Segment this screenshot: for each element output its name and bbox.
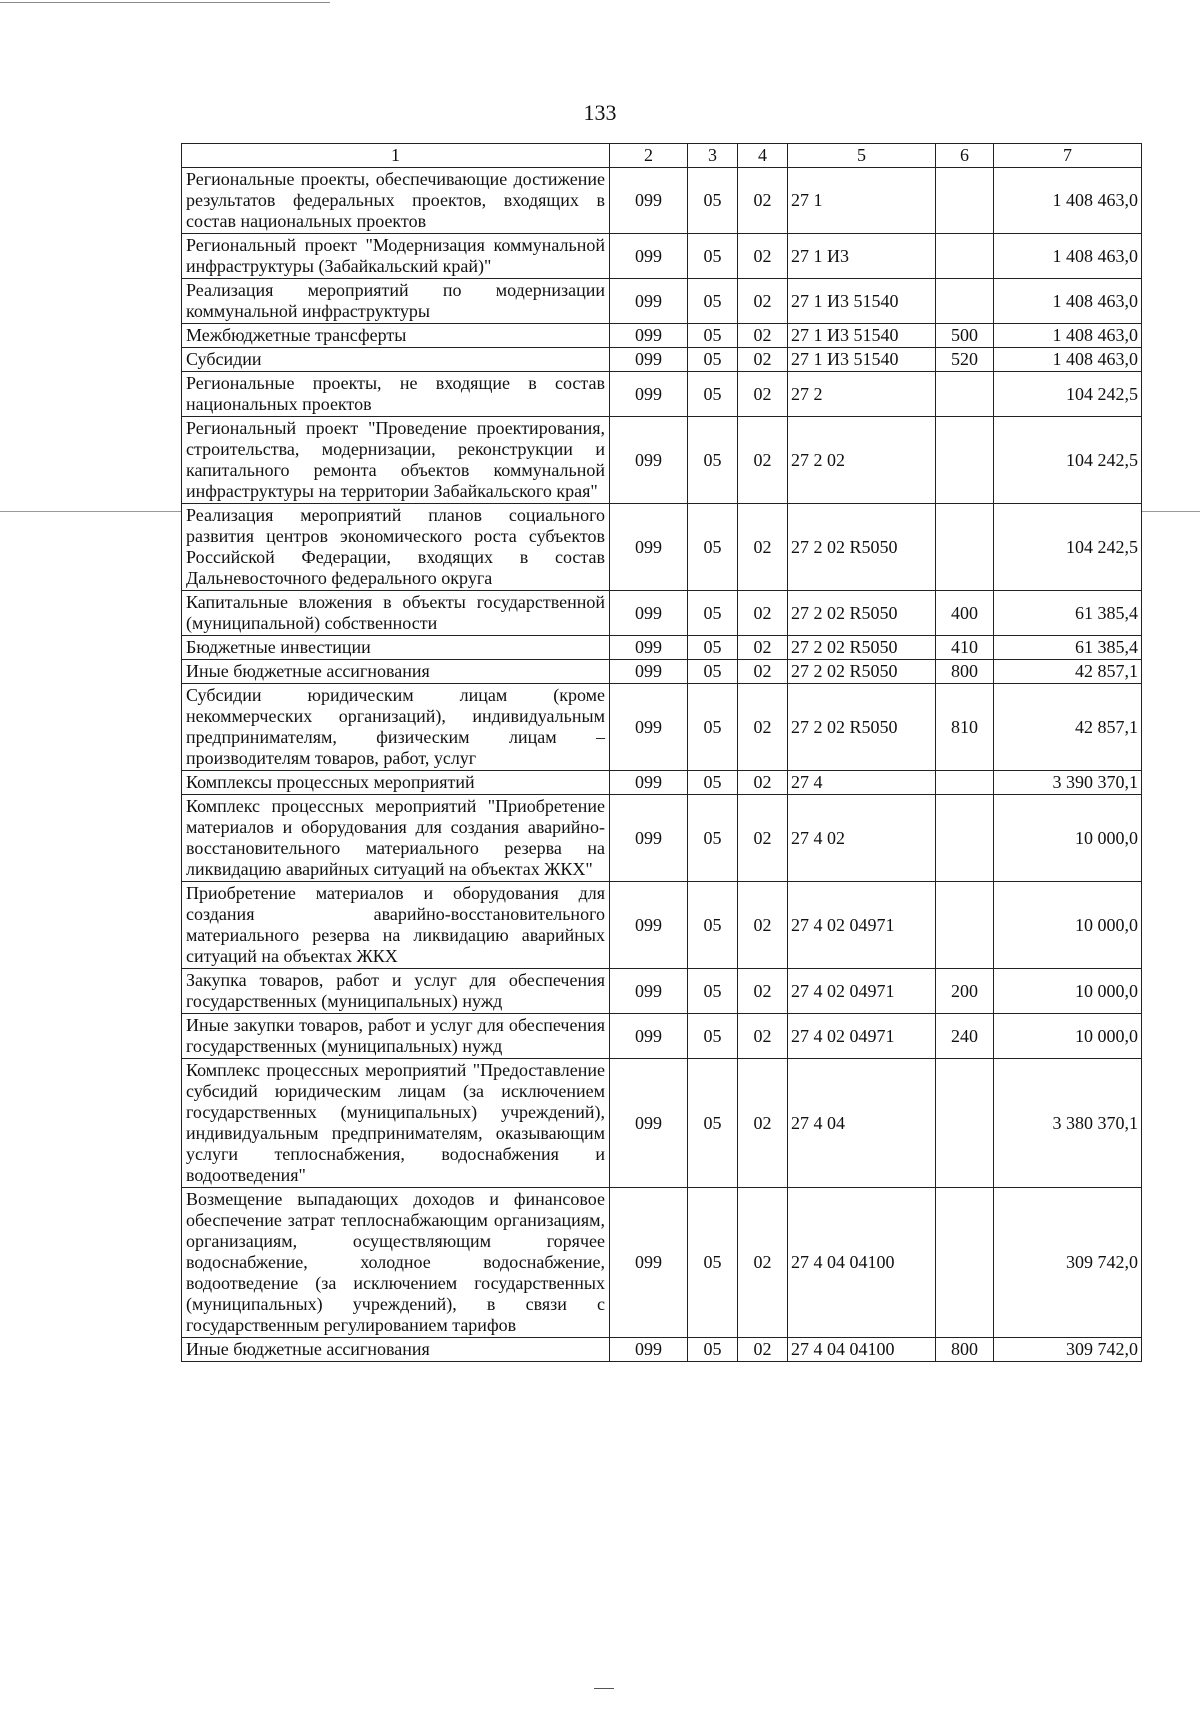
column-header-amount: 7 xyxy=(994,144,1142,168)
row-gr: 099 xyxy=(610,684,688,771)
row-csr: 27 1 И3 51540 xyxy=(788,324,936,348)
row-amount: 61 385,4 xyxy=(994,636,1142,660)
row-rz: 05 xyxy=(688,1188,738,1338)
row-vr xyxy=(936,417,994,504)
scan-bottom-mark xyxy=(594,1688,614,1689)
row-rz: 05 xyxy=(688,591,738,636)
row-name: Иные бюджетные ассигнования xyxy=(182,1338,610,1362)
row-name: Реализация мероприятий по модернизации коммунальной инфраструктуры xyxy=(182,279,610,324)
row-pr: 02 xyxy=(738,417,788,504)
row-csr: 27 4 04 xyxy=(788,1059,936,1188)
row-gr: 099 xyxy=(610,660,688,684)
row-csr: 27 2 02 R5050 xyxy=(788,636,936,660)
row-pr: 02 xyxy=(738,279,788,324)
table-row xyxy=(182,771,1142,795)
row-gr: 099 xyxy=(610,1059,688,1188)
row-pr: 02 xyxy=(738,324,788,348)
row-csr: 27 1 И3 xyxy=(788,234,936,279)
row-rz: 05 xyxy=(688,882,738,969)
table-row xyxy=(182,1014,1142,1059)
row-gr: 099 xyxy=(610,591,688,636)
table-row xyxy=(182,1059,1142,1188)
row-csr: 27 4 02 xyxy=(788,795,936,882)
row-amount: 309 742,0 xyxy=(994,1188,1142,1338)
row-rz: 05 xyxy=(688,234,738,279)
row-name: Иные бюджетные ассигнования xyxy=(182,660,610,684)
column-header-gr: 2 xyxy=(610,144,688,168)
row-name: Межбюджетные трансферты xyxy=(182,324,610,348)
row-amount: 42 857,1 xyxy=(994,684,1142,771)
row-vr xyxy=(936,168,994,234)
table-row xyxy=(182,684,1142,771)
row-amount: 104 242,5 xyxy=(994,417,1142,504)
row-vr xyxy=(936,1059,994,1188)
row-pr: 02 xyxy=(738,660,788,684)
row-csr: 27 4 02 04971 xyxy=(788,1014,936,1059)
row-gr: 099 xyxy=(610,417,688,504)
row-amount: 1 408 463,0 xyxy=(994,324,1142,348)
scan-left-fold-line xyxy=(0,511,181,512)
row-rz: 05 xyxy=(688,795,738,882)
row-gr: 099 xyxy=(610,795,688,882)
row-rz: 05 xyxy=(688,168,738,234)
row-rz: 05 xyxy=(688,372,738,417)
row-amount: 3 380 370,1 xyxy=(994,1059,1142,1188)
row-name: Приобретение материалов и оборудования для создания аварийно-восстановительного материального резерва на ликвидацию аварийных ситуаций на объектах ЖКХ xyxy=(182,882,610,969)
table-row xyxy=(182,324,1142,348)
row-csr: 27 2 02 R5050 xyxy=(788,504,936,591)
row-csr: 27 1 И3 51540 xyxy=(788,348,936,372)
row-pr: 02 xyxy=(738,372,788,417)
budget-allocation-table xyxy=(181,143,1142,1362)
table-row xyxy=(182,591,1142,636)
row-pr: 02 xyxy=(738,882,788,969)
table-row xyxy=(182,636,1142,660)
table-row xyxy=(182,660,1142,684)
row-vr xyxy=(936,882,994,969)
row-rz: 05 xyxy=(688,969,738,1014)
row-gr: 099 xyxy=(610,324,688,348)
row-vr: 800 xyxy=(936,1338,994,1362)
row-vr xyxy=(936,1188,994,1338)
row-vr xyxy=(936,279,994,324)
row-vr: 520 xyxy=(936,348,994,372)
row-gr: 099 xyxy=(610,771,688,795)
row-rz: 05 xyxy=(688,504,738,591)
row-name: Региональный проект "Модернизация коммунальной инфраструктуры (Забайкальский край)" xyxy=(182,234,610,279)
row-amount: 104 242,5 xyxy=(994,504,1142,591)
row-rz: 05 xyxy=(688,1059,738,1188)
row-rz: 05 xyxy=(688,1014,738,1059)
row-rz: 05 xyxy=(688,324,738,348)
row-rz: 05 xyxy=(688,660,738,684)
row-pr: 02 xyxy=(738,969,788,1014)
row-pr: 02 xyxy=(738,1338,788,1362)
row-csr: 27 1 xyxy=(788,168,936,234)
row-amount: 10 000,0 xyxy=(994,1014,1142,1059)
row-csr: 27 2 02 xyxy=(788,417,936,504)
row-csr: 27 4 02 04971 xyxy=(788,882,936,969)
row-csr: 27 2 02 R5050 xyxy=(788,591,936,636)
row-name: Комплекс процессных мероприятий "Предоставление субсидий юридическим лицам (за исключением государственных (муниципальных) учреждений), индивидуальным предпринимателям, оказывающим услуги теплоснабжения, водоснабжения и водоотведения" xyxy=(182,1059,610,1188)
row-name: Субсидии юридическим лицам (кроме некоммерческих организаций), индивидуальным предпринимателям, физическим лицам – производителям товаров, работ, услуг xyxy=(182,684,610,771)
row-pr: 02 xyxy=(738,771,788,795)
row-vr: 240 xyxy=(936,1014,994,1059)
row-csr: 27 4 xyxy=(788,771,936,795)
row-name: Региональный проект "Проведение проектирования, строительства, модернизации, реконструкции и капитального ремонта объектов коммунальной инфраструктуры на территории Забайкальского края" xyxy=(182,417,610,504)
row-name: Иные закупки товаров, работ и услуг для обеспечения государственных (муниципальных) нужд xyxy=(182,1014,610,1059)
row-vr: 500 xyxy=(936,324,994,348)
row-pr: 02 xyxy=(738,1059,788,1188)
row-name: Реализация мероприятий планов социального развития центров экономического роста субъектов Российской Федерации, входящих в состав Дальневосточного федерального округа xyxy=(182,504,610,591)
column-header-name: 1 xyxy=(182,144,610,168)
row-csr: 27 2 xyxy=(788,372,936,417)
row-vr xyxy=(936,771,994,795)
table-row xyxy=(182,234,1142,279)
row-pr: 02 xyxy=(738,348,788,372)
row-csr: 27 1 И3 51540 xyxy=(788,279,936,324)
table-row xyxy=(182,1188,1142,1338)
row-name: Комплекс процессных мероприятий "Приобретение материалов и оборудования для создания аварийно-восстановительного материального резерва на ликвидацию аварийных ситуаций на объектах ЖКХ" xyxy=(182,795,610,882)
table-row xyxy=(182,795,1142,882)
row-pr: 02 xyxy=(738,168,788,234)
row-amount: 1 408 463,0 xyxy=(994,168,1142,234)
table-row xyxy=(182,168,1142,234)
row-gr: 099 xyxy=(610,1014,688,1059)
table-row xyxy=(182,1338,1142,1362)
row-csr: 27 4 02 04971 xyxy=(788,969,936,1014)
row-vr: 410 xyxy=(936,636,994,660)
row-vr: 800 xyxy=(936,660,994,684)
column-header-vr: 6 xyxy=(936,144,994,168)
row-pr: 02 xyxy=(738,684,788,771)
row-pr: 02 xyxy=(738,1014,788,1059)
row-rz: 05 xyxy=(688,684,738,771)
row-pr: 02 xyxy=(738,1188,788,1338)
row-name: Закупка товаров, работ и услуг для обеспечения государственных (муниципальных) нужд xyxy=(182,969,610,1014)
row-name: Капитальные вложения в объекты государственной (муниципальной) собственности xyxy=(182,591,610,636)
row-gr: 099 xyxy=(610,234,688,279)
column-header-rz: 3 xyxy=(688,144,738,168)
row-vr xyxy=(936,234,994,279)
row-vr xyxy=(936,372,994,417)
row-gr: 099 xyxy=(610,882,688,969)
row-pr: 02 xyxy=(738,795,788,882)
row-gr: 099 xyxy=(610,1188,688,1338)
row-pr: 02 xyxy=(738,591,788,636)
table-body xyxy=(182,168,1142,1362)
row-gr: 099 xyxy=(610,504,688,591)
table-row xyxy=(182,372,1142,417)
row-gr: 099 xyxy=(610,969,688,1014)
row-vr: 400 xyxy=(936,591,994,636)
row-gr: 099 xyxy=(610,1338,688,1362)
table-header-row xyxy=(182,144,1142,168)
row-amount: 309 742,0 xyxy=(994,1338,1142,1362)
row-amount: 42 857,1 xyxy=(994,660,1142,684)
row-vr: 200 xyxy=(936,969,994,1014)
row-name: Комплексы процессных мероприятий xyxy=(182,771,610,795)
row-csr: 27 2 02 R5050 xyxy=(788,660,936,684)
table-row xyxy=(182,417,1142,504)
table-row xyxy=(182,969,1142,1014)
row-name: Региональные проекты, обеспечивающие достижение результатов федеральных проектов, входящих в состав национальных проектов xyxy=(182,168,610,234)
column-header-pr: 4 xyxy=(738,144,788,168)
row-name: Бюджетные инвестиции xyxy=(182,636,610,660)
row-csr: 27 4 04 04100 xyxy=(788,1338,936,1362)
row-name: Возмещение выпадающих доходов и финансовое обеспечение затрат теплоснабжающим организациям, организациям, осуществляющим горячее водоснабжение, холодное водоснабжение, водоотведение (за исключением государственных (муниципальных) учреждений), в связи с государственным регулированием тарифов xyxy=(182,1188,610,1338)
row-vr xyxy=(936,504,994,591)
scan-right-fold-line xyxy=(1141,511,1200,512)
row-rz: 05 xyxy=(688,636,738,660)
row-csr: 27 2 02 R5050 xyxy=(788,684,936,771)
row-amount: 3 390 370,1 xyxy=(994,771,1142,795)
row-rz: 05 xyxy=(688,771,738,795)
row-gr: 099 xyxy=(610,279,688,324)
table-row xyxy=(182,279,1142,324)
table-row xyxy=(182,882,1142,969)
row-vr: 810 xyxy=(936,684,994,771)
row-amount: 61 385,4 xyxy=(994,591,1142,636)
row-gr: 099 xyxy=(610,348,688,372)
row-amount: 1 408 463,0 xyxy=(994,234,1142,279)
row-rz: 05 xyxy=(688,348,738,372)
page-number: 133 xyxy=(583,100,617,125)
row-gr: 099 xyxy=(610,168,688,234)
row-amount: 104 242,5 xyxy=(994,372,1142,417)
row-gr: 099 xyxy=(610,372,688,417)
row-pr: 02 xyxy=(738,504,788,591)
table-row xyxy=(182,504,1142,591)
row-rz: 05 xyxy=(688,1338,738,1362)
row-amount: 10 000,0 xyxy=(994,882,1142,969)
row-rz: 05 xyxy=(688,279,738,324)
scan-top-edge-line xyxy=(0,2,330,3)
row-rz: 05 xyxy=(688,417,738,504)
row-csr: 27 4 04 04100 xyxy=(788,1188,936,1338)
row-vr xyxy=(936,795,994,882)
table-row xyxy=(182,348,1142,372)
row-name: Региональные проекты, не входящие в состав национальных проектов xyxy=(182,372,610,417)
row-gr: 099 xyxy=(610,636,688,660)
row-amount: 1 408 463,0 xyxy=(994,348,1142,372)
row-pr: 02 xyxy=(738,234,788,279)
row-amount: 10 000,0 xyxy=(994,795,1142,882)
row-amount: 10 000,0 xyxy=(994,969,1142,1014)
column-header-csr: 5 xyxy=(788,144,936,168)
row-pr: 02 xyxy=(738,636,788,660)
row-name: Субсидии xyxy=(182,348,610,372)
row-amount: 1 408 463,0 xyxy=(994,279,1142,324)
